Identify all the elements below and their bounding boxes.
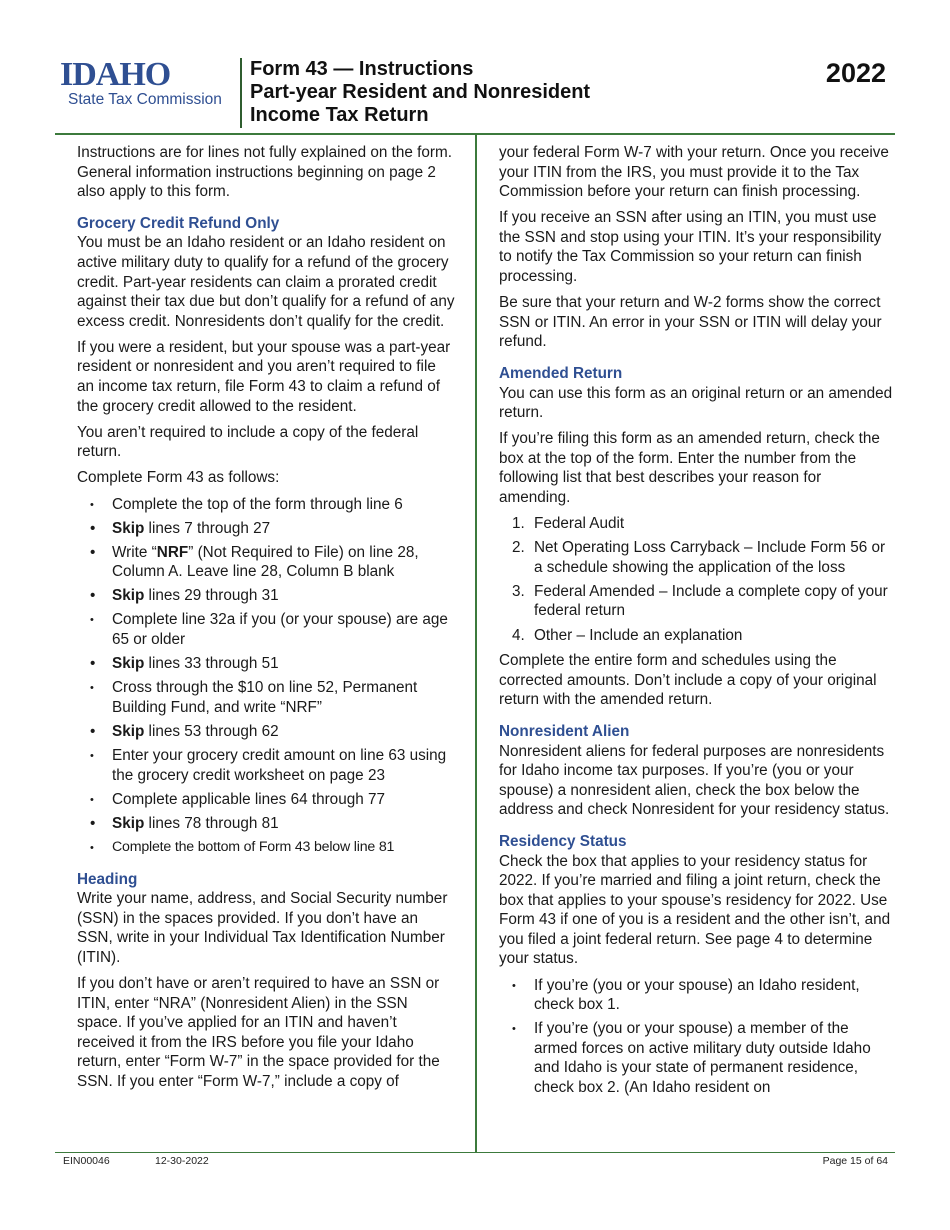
heading-paragraph: If you don’t have or aren’t required to have an SSN or ITIN, enter “NRA” (Nonresident Alien) in the SSN space. If you’ve applied for an ITIN and haven’t received it from the IRS before you file your Idaho return, enter “Form W-7” in the space provided for the SSN. If you enter “Form W-7,” include a copy of (77, 974, 440, 1090)
itin-paragraph: Be sure that your return and W-2 forms show the correct SSN or ITIN. An error in your SSN or ITIN will delay your refund. (499, 294, 882, 351)
step-text: Complete the top of the form through line 6 (112, 495, 403, 513)
residency-text: If you’re (you or your spouse) an Idaho resident, check box 1. (534, 976, 860, 1014)
list-number: 2. (512, 539, 525, 557)
alien-paragraph: Nonresident aliens for federal purposes are nonresidents for Idaho income tax purposes. If you’re (you or your spouse) a nonresident alien, check the box below the address and check Nonresident for your residency status. (499, 742, 890, 819)
residency-item (499, 1019, 894, 1097)
idaho-tax-commission-logo (60, 58, 238, 114)
reason-text: Other – Include an explanation (534, 626, 743, 644)
title-line-1: Form 43 — Instructions (250, 58, 474, 80)
step-text: Complete applicable lines 64 through 77 (112, 790, 385, 808)
grocery-paragraph: Complete Form 43 as follows: (77, 469, 280, 487)
section-heading-residency: Residency Status (499, 832, 627, 850)
grocery-step-item (77, 678, 457, 717)
tax-year: 2022 (825, 58, 886, 88)
step-text: lines 7 through 27 (144, 519, 271, 537)
grocery-step-item (77, 519, 457, 539)
step-text: lines 29 through 31 (144, 587, 279, 605)
amended-reasons-list (499, 514, 894, 645)
left-column (77, 143, 457, 1098)
header-divider (240, 58, 242, 128)
grocery-steps-list (77, 495, 457, 858)
grocery-step-item (77, 654, 457, 674)
step-text: lines 53 through 62 (144, 722, 279, 740)
grocery-step-item (77, 790, 457, 810)
form-code: EIN00046 (63, 1155, 110, 1167)
bullet-icon: • (90, 793, 94, 806)
reason-text: Federal Amended – Include a complete copy of your federal return (534, 582, 888, 620)
step-emphasis: NRF (156, 543, 189, 561)
bullet-icon: • (90, 587, 96, 605)
amended-paragraph: Complete the entire form and schedules using the corrected amounts. Don’t include a copy of your original return with the amended return. (499, 652, 877, 709)
form-title (250, 58, 590, 127)
list-number: 1. (512, 515, 525, 533)
step-emphasis: Skip (112, 519, 145, 537)
logo-wordmark: IDAHO (60, 56, 171, 93)
amended-reason-item (499, 582, 894, 621)
bullet-icon: • (90, 498, 94, 511)
itin-paragraph: If you receive an SSN after using an ITIN, you must use the SSN and stop using your ITIN. It’s your responsibility to notify the Tax Commission so your return can finish processing. (499, 209, 882, 286)
step-text: Cross through the $10 on line 52, Permanent Building Fund, and write “NRF” (112, 679, 418, 716)
step-emphasis: Skip (112, 722, 145, 740)
grocery-step-item (77, 495, 457, 515)
grocery-step-item (77, 586, 457, 606)
title-line-2: Part-year Resident and Nonresident (250, 81, 591, 103)
bullet-icon: • (90, 841, 94, 854)
bullet-icon: • (90, 655, 96, 673)
step-prefix: Write “ (112, 543, 157, 561)
column-divider (475, 135, 477, 1153)
amended-paragraph: You can use this form as an original return or an amended return. (499, 384, 893, 422)
reason-text: Net Operating Loss Carryback – Include Form 56 or a schedule showing the application of the loss (534, 539, 886, 576)
footer-rule (55, 1152, 895, 1153)
bullet-icon: • (90, 750, 94, 763)
step-text: lines 33 through 51 (144, 655, 279, 673)
grocery-step-item (77, 814, 457, 834)
grocery-step-item (77, 746, 457, 785)
bullet-icon: • (90, 543, 96, 561)
bullet-icon: • (90, 814, 96, 832)
bullet-icon: • (90, 519, 96, 537)
step-emphasis: Skip (112, 814, 145, 832)
step-emphasis: Skip (112, 655, 145, 673)
page-number: Page 15 of 64 (822, 1155, 888, 1167)
grocery-step-item (77, 610, 457, 649)
right-column (499, 143, 894, 1104)
step-emphasis: Skip (112, 587, 145, 605)
list-number: 4. (512, 626, 525, 644)
step-text: lines 78 through 81 (144, 814, 279, 832)
bullet-icon: • (90, 614, 94, 627)
residency-paragraph: Check the box that applies to your residency status for 2022. If you’re married and filing a joint return, check the box that applies to your spouse’s residency for 2022. Use Form 43 if one of you is a resident and the other isn’t, and you filed a joint federal return. See page 4 to determine your status. (499, 852, 891, 968)
itin-paragraph: your federal Form W-7 with your return. Once you receive your ITIN from the IRS, you must provide it to the Tax Commission before your return can finish processing. (499, 144, 889, 201)
grocery-paragraph: If you were a resident, but your spouse was a part-year resident or nonresident and you aren’t required to file an income tax return, file Form 43 to claim a refund of the grocery credit allowed to the resident. (77, 338, 451, 415)
amended-reason-item (499, 626, 894, 646)
list-number: 3. (512, 582, 525, 600)
grocery-step-item (77, 838, 457, 858)
residency-text: If you’re (you or your spouse) a member of the armed forces on active military duty outside Idaho and Idaho is your state of permanent residence, check box 2. (An Idaho resident on (534, 1020, 871, 1097)
page-header (0, 0, 950, 135)
section-heading-nonresident-alien: Nonresident Alien (499, 722, 630, 740)
reason-text: Federal Audit (534, 515, 625, 533)
revision-date: 12-30-2022 (155, 1155, 209, 1167)
title-line-3: Income Tax Return (250, 104, 429, 126)
logo-subtitle: State Tax Commission (68, 91, 222, 108)
step-text: Complete the bottom of Form 43 below line 81 (112, 838, 395, 855)
step-text: ” (Not Required to File) on line 28, Column A. Leave line 28, Column B blank (112, 543, 419, 581)
amended-paragraph: If you’re filing this form as an amended return, check the box at the top of the form. Enter the number from the following list that best describes your reason for amending. (499, 430, 880, 506)
section-heading-grocery: Grocery Credit Refund Only (77, 214, 280, 232)
section-heading-amended: Amended Return (499, 364, 623, 382)
grocery-paragraph: You aren’t required to include a copy of the federal return. (77, 423, 419, 461)
amended-reason-item (499, 538, 894, 577)
heading-paragraph: Write your name, address, and Social Security number (SSN) in the spaces provided. If you don’t have an SSN, write in your Individual Tax Identification Number (ITIN). (77, 890, 448, 966)
grocery-step-item (77, 722, 457, 742)
section-heading-heading: Heading (77, 870, 138, 888)
residency-list (499, 976, 894, 1098)
step-text: Complete line 32a if you (or your spouse) are age 65 or older (112, 611, 448, 649)
bullet-icon: • (512, 979, 516, 992)
bullet-icon: • (512, 1023, 516, 1036)
residency-item (499, 976, 894, 1015)
intro-paragraph: Instructions are for lines not fully explained on the form. General information instructions beginning on page 2 also apply to this form. (77, 144, 452, 201)
step-text: Enter your grocery credit amount on line 63 using the grocery credit worksheet on page 23 (112, 747, 447, 784)
bullet-icon: • (90, 722, 96, 740)
grocery-paragraph: You must be an Idaho resident or an Idaho resident on active military duty to qualify for a refund of the grocery credit. Part-year residents can claim a prorated credit against their tax due but don’t qualify for a refund of any excess credit. Nonresidents don’t qualify for the credit. (77, 234, 455, 330)
bullet-icon: • (90, 682, 94, 695)
grocery-step-item (77, 543, 457, 582)
amended-reason-item (499, 514, 894, 534)
